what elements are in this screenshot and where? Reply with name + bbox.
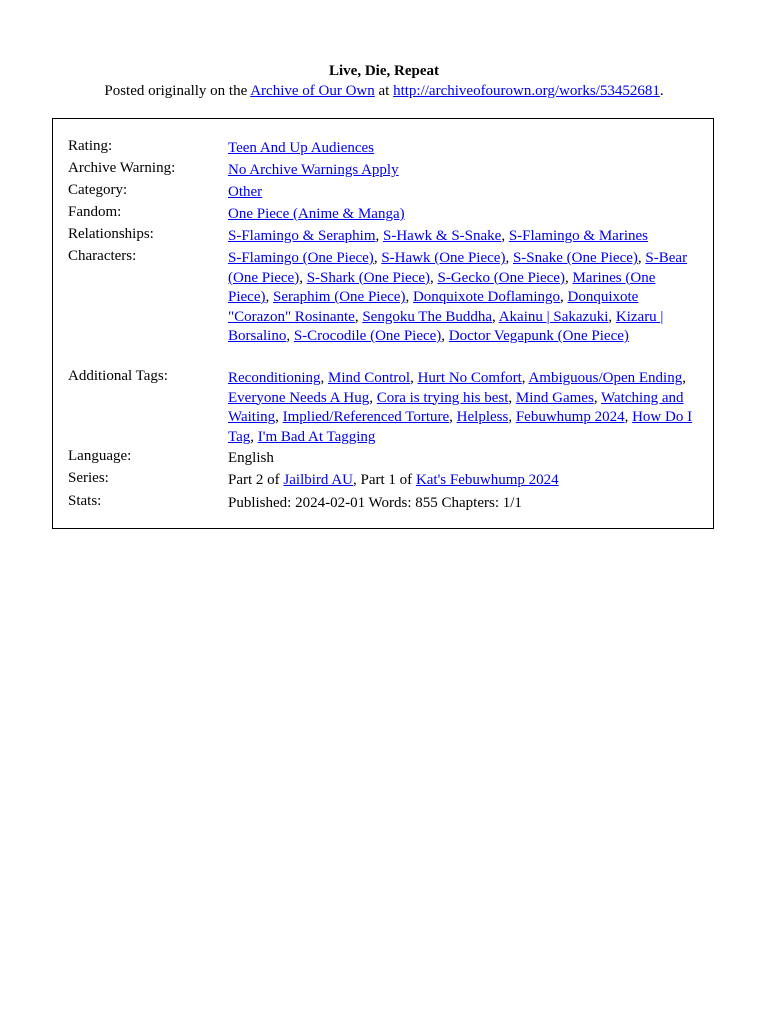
language-value: English (228, 450, 274, 466)
freeform-tag[interactable]: Hurt No Comfort (417, 370, 522, 386)
fandom-value (228, 205, 700, 225)
freeform-tag[interactable]: Reconditioning (228, 370, 321, 386)
rating-link[interactable]: Teen And Up Audiences (228, 140, 375, 156)
relationships-label: Relationships: (68, 226, 154, 242)
warning-row (68, 159, 700, 179)
characters-row (68, 247, 700, 365)
relationship-tag[interactable]: S-Hawk & S-Snake (383, 228, 502, 244)
stats-row (68, 492, 700, 512)
freeform-tag[interactable]: Febuwhump 2024 (515, 409, 625, 425)
freeform-tag[interactable]: Mind Games (515, 389, 594, 406)
freeform-tag[interactable]: How Do I Tag (228, 409, 693, 445)
character-tag[interactable]: S-Snake (One Piece) (512, 250, 638, 266)
stats-value: Published: 2024-02-01 Words: 855 Chapters: 1/1 (228, 495, 522, 511)
language-label: Language: (68, 448, 132, 464)
freeform-tag[interactable]: Cora is trying his best (376, 389, 509, 406)
warning-label: Archive Warning: (68, 160, 176, 176)
freeform-tag[interactable]: Implied/Referenced Torture (282, 409, 450, 425)
warning-link[interactable]: No Archive Warnings Apply (228, 162, 399, 178)
series-link-febuwhump[interactable]: Kat's Febuwhump 2024 (415, 472, 559, 488)
freeform-tag[interactable]: Watching and Waiting (228, 389, 684, 425)
fandom-link[interactable]: One Piece (Anime & Manga) (228, 206, 405, 222)
work-url-link[interactable]: http://archiveofourown.org/works/53452681 (393, 83, 660, 99)
character-tag[interactable]: S-Gecko (One Piece) (437, 269, 565, 286)
freeform-tag[interactable]: Ambiguous/Open Ending (528, 370, 683, 386)
relationships-row (68, 225, 700, 245)
relationship-tag[interactable]: S-Flamingo & Marines (508, 228, 648, 244)
metadata-box (52, 118, 714, 529)
category-row (68, 181, 700, 201)
characters-label: Characters: (68, 248, 137, 264)
rating-label: Rating: (68, 138, 113, 154)
series-row (68, 469, 700, 489)
character-tag[interactable]: S-Hawk (One Piece) (381, 250, 506, 266)
character-tag[interactable]: S-Flamingo (One Piece) (228, 250, 374, 266)
additional-tags-row (68, 367, 700, 447)
character-tag[interactable]: Donquixote "Corazon" Rosinante (228, 289, 639, 325)
character-tag[interactable]: Doctor Vegapunk (One Piece) (448, 328, 629, 344)
relationships-value: S-Flamingo & Seraphim, S-Hawk & S-Snake, S-Flamingo & Marines (228, 228, 648, 244)
rating-row (68, 137, 700, 157)
character-tag[interactable]: Donquixote Doflamingo (412, 289, 561, 305)
character-tag[interactable]: Marines (One Piece) (228, 269, 656, 305)
character-tag[interactable]: S-Bear (One Piece) (228, 250, 688, 286)
series-value (228, 471, 700, 491)
rating-value (228, 139, 700, 159)
category-link[interactable]: Other (228, 184, 263, 200)
fandom-row (68, 203, 700, 223)
freeform-tag[interactable]: I'm Bad At Tagging (257, 428, 376, 445)
character-tag[interactable]: Seraphim (One Piece) (272, 289, 406, 305)
stats-label: Stats: (68, 493, 102, 509)
warning-value (228, 161, 700, 181)
posted-middle: at (378, 83, 390, 99)
archive-link[interactable]: Archive of Our Own (250, 83, 375, 99)
series-part2-prefix: Part 1 of (360, 472, 413, 488)
character-tag[interactable]: Kizaru | Borsalino (228, 308, 664, 344)
characters-value: S-Flamingo (One Piece), S-Hawk (One Piece), S-Snake (One Piece), S-Bear (One Piece), S-Shark (One Piece), S-Gecko (One Piece), Marines (One Piece), Seraphim (One Piece), Donquixote Doflamingo, Donquixote "Corazon" Rosinante, Sengoku The Buddha, Akainu | Sakazuki, Kizaru | Borsalino, S-Crocodile (One Piece), Doctor Vegapunk (One Piece) (228, 250, 688, 344)
series-part1-prefix: Part 2 of (228, 472, 280, 488)
relationship-tag[interactable]: S-Flamingo & Seraphim (228, 228, 376, 244)
series-link-jailbird[interactable]: Jailbird AU (283, 472, 354, 488)
character-tag[interactable]: Sengoku The Buddha (362, 308, 493, 325)
character-tag[interactable]: S-Shark (One Piece) (306, 269, 431, 286)
character-tag[interactable]: S-Crocodile (One Piece) (293, 328, 442, 344)
work-title: Live, Die, Repeat (329, 63, 439, 79)
series-label: Series: (68, 470, 109, 486)
category-value (228, 183, 700, 203)
additional-tags-label: Additional Tags: (68, 368, 168, 384)
language-row (68, 447, 700, 467)
posted-prefix: Posted originally on the (104, 83, 248, 99)
posted-suffix: . (659, 83, 664, 99)
freeform-tag[interactable]: Helpless (456, 409, 509, 425)
posted-line (0, 82, 768, 100)
category-label: Category: (68, 182, 128, 198)
freeform-tag[interactable]: Everyone Needs A Hug (228, 389, 370, 406)
freeform-tag[interactable]: Mind Control (328, 370, 411, 386)
character-tag[interactable]: Akainu | Sakazuki (498, 308, 609, 325)
fandom-label: Fandom: (68, 204, 122, 220)
additional-tags-value: Reconditioning, Mind Control, Hurt No Comfort, Ambiguous/Open Ending, Everyone Needs A Hug, Cora is trying his best, Mind Games, Watching and Waiting, Implied/Referenced Torture, Helpless, Febuwhump 2024, How Do I Tag, I'm Bad At Tagging (228, 370, 693, 445)
series-separator: , (353, 472, 357, 488)
